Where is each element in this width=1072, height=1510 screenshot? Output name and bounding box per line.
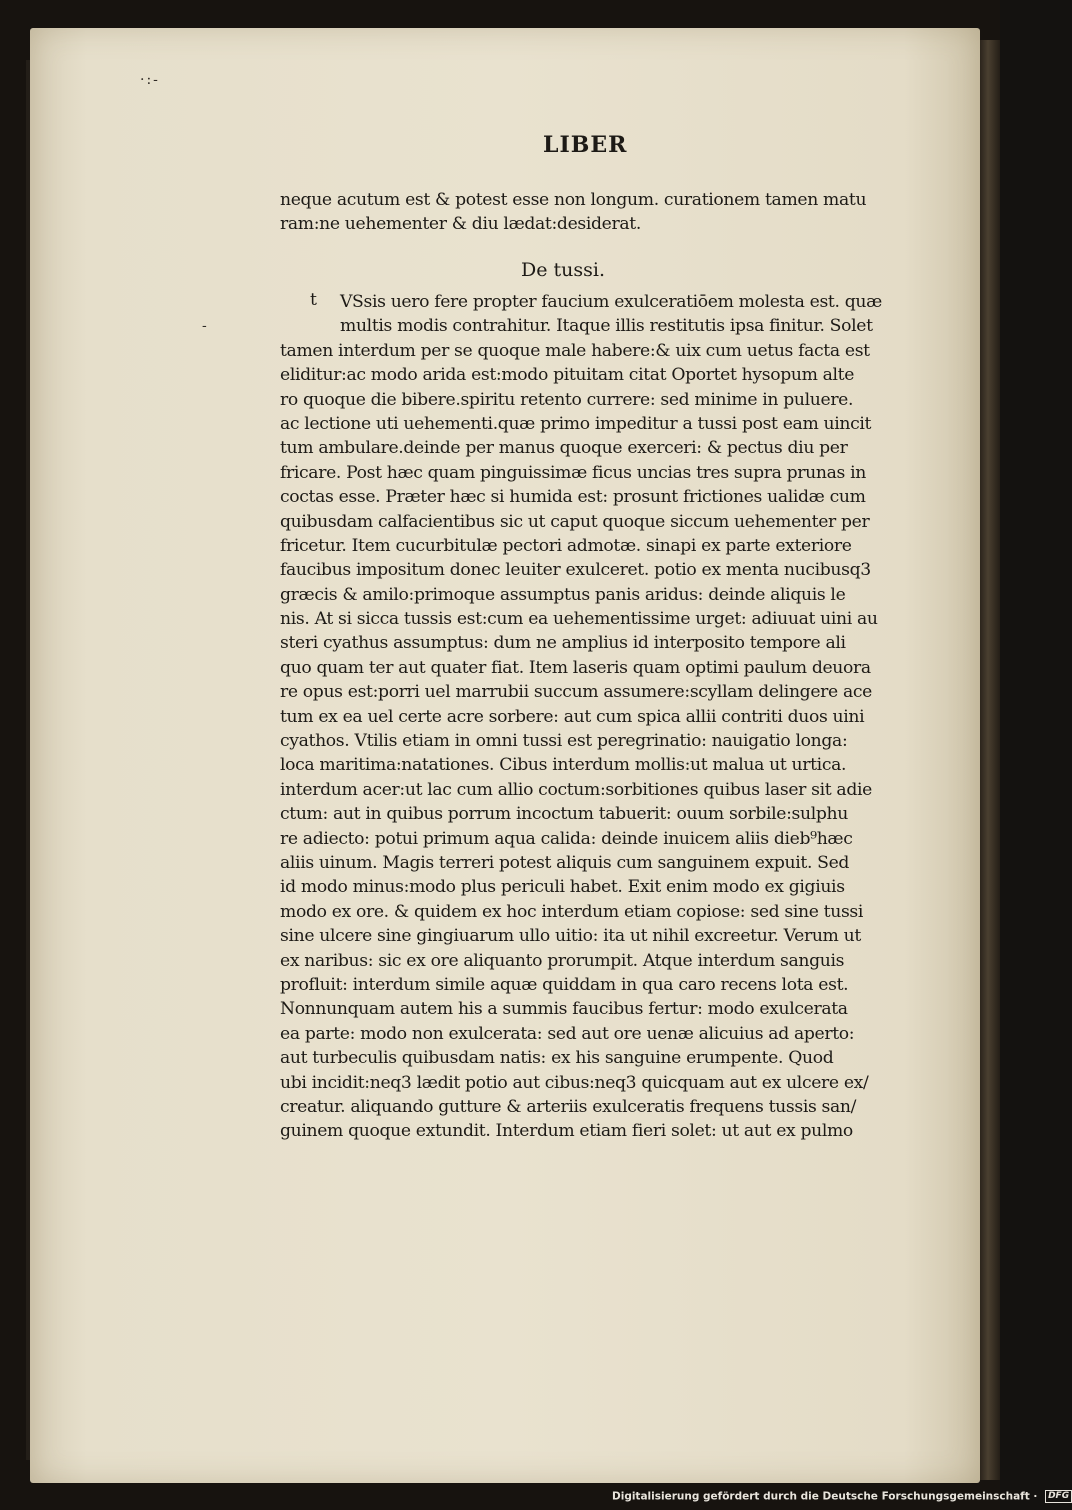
footer-credit — [612, 1490, 1072, 1503]
intro-paragraph — [280, 188, 895, 237]
text-line: faucibus impositum donec leuiter exulceret. potio ex menta nucibusq3 — [280, 560, 871, 581]
text-line: aut turbeculis quibusdam natis: ex his sanguine erumpente. Quod — [280, 1048, 834, 1069]
text-line: eliditur:ac modo arida est:modo pituitam citat Oportet hysopum alte — [280, 365, 855, 386]
book-edge-right — [980, 40, 1000, 1480]
text-line: neque acutum est & potest esse non longum. curationem tamen matu — [280, 190, 867, 210]
text-line: steri cyathus assumptus: dum ne amplius id interposito tempore ali — [280, 633, 846, 654]
text-line: tum ex ea uel certe acre sorbere: aut cum spica allii contriti duos uini — [280, 706, 865, 727]
footer-text: Digitalisierung gefördert durch die Deutsche Forschungsgemeinschaft · — [612, 1490, 1038, 1503]
guide-letter: t — [310, 290, 317, 310]
text-line: græcis & amilo:primoque assumptus panis aridus: deinde aliquis le — [280, 584, 846, 605]
section-heading: De tussi. — [521, 259, 606, 281]
text-line: fricetur. Item cucurbitulæ pectori admotæ. sinapi ex parte exteriore — [280, 535, 852, 556]
text-line: ubi incidit:neq3 lædit potio aut cibus:neq3 quicquam aut ex ulcere ex/ — [280, 1072, 869, 1093]
text-line: sine ulcere sine gingiuarum ullo uitio: ita ut nihil excreetur. Verum ut — [280, 926, 861, 947]
text-line: ea parte: modo non exulcerata: sed aut ore uenæ alicuius ad aperto: — [280, 1023, 855, 1044]
text-line: quibusdam calfacientibus sic ut caput quoque siccum uehementer per — [280, 511, 870, 532]
text-line: ram:ne uehementer & diu lædat:desiderat. — [280, 214, 641, 235]
text-line: multis modis contrahitur. Itaque illis restitutis ipsa finitur. Solet — [340, 316, 873, 337]
ink-mark-left-margin: - — [202, 318, 207, 334]
text-line: aliis uinum. Magis terreri potest aliquis cum sanguinem expuit. Sed — [280, 852, 850, 873]
dfg-logo-icon: DFG — [1045, 1490, 1072, 1503]
text-line: ro quoque die bibere.spiritu retento currere: sed minime in puluere. — [280, 389, 854, 410]
ink-mark-top-left: ·:- — [140, 72, 160, 88]
running-head: LIBER — [543, 132, 628, 158]
body-text — [280, 290, 895, 1144]
text-line: ex naribus: sic ex ore aliquanto prorumpit. Atque interdum sanguis — [280, 950, 845, 971]
text-line: tum ambulare.deinde per manus quoque exerceri: & pectus diu per — [280, 438, 848, 459]
text-line: ac lectione uti uehementi.quæ primo impeditur a tussi post eam uincit — [280, 413, 872, 434]
text-line: creatur. aliquando gutture & arteriis exulceratis frequens tussis san/ — [280, 1096, 857, 1117]
text-line: re adiecto: potui primum aqua calida: deinde inuicem aliis dieb⁹hæc — [280, 828, 853, 849]
text-line: interdum acer:ut lac cum allio coctum:sorbitiones quibus laser sit adie — [280, 779, 872, 800]
text-line-initial: VSsis uero fere propter faucium exulceratiōem molesta est. quæ — [340, 292, 882, 312]
text-line: cyathos. Vtilis etiam in omni tussi est peregrinatio: nauigatio longa: — [280, 731, 848, 752]
text-line: modo ex ore. & quidem ex hoc interdum etiam copiose: sed sine tussi — [280, 901, 864, 922]
text-line: quo quam ter aut quater fiat. Item laseris quam optimi paulum deuora — [280, 657, 871, 678]
text-line: coctas esse. Præter hæc si humida est: prosunt frictiones ualidæ cum — [280, 487, 866, 508]
text-line: ctum: aut in quibus porrum incoctum tabuerit: ouum sorbile:sulphu — [280, 804, 848, 825]
text-line: fricare. Post hæc quam pinguissimæ ficus uncias tres supra prunas in — [280, 462, 866, 483]
text-line: guinem quoque extundit. Interdum etiam fieri solet: ut aut ex pulmo — [280, 1121, 853, 1142]
text-line: profluit: interdum simile aquæ quiddam in qua caro recens lota est. — [280, 974, 849, 995]
text-line: Nonnunquam autem his a summis faucibus fertur: modo exulcerata — [280, 999, 848, 1020]
text-line: loca maritima:natationes. Cibus interdum mollis:ut malua ut urtica. — [280, 755, 847, 776]
text-line: id modo minus:modo plus periculi habet. Exit enim modo ex gigiuis — [280, 877, 845, 898]
text-line: re opus est:porri uel marrubii succum assumere:scyllam delingere ace — [280, 682, 872, 703]
text-line: nis. At si sicca tussis est:cum ea uehementissime urget: adiuuat uini au — [280, 609, 878, 630]
text-line: tamen interdum per se quoque male habere:& uix cum uetus facta est — [280, 340, 870, 361]
